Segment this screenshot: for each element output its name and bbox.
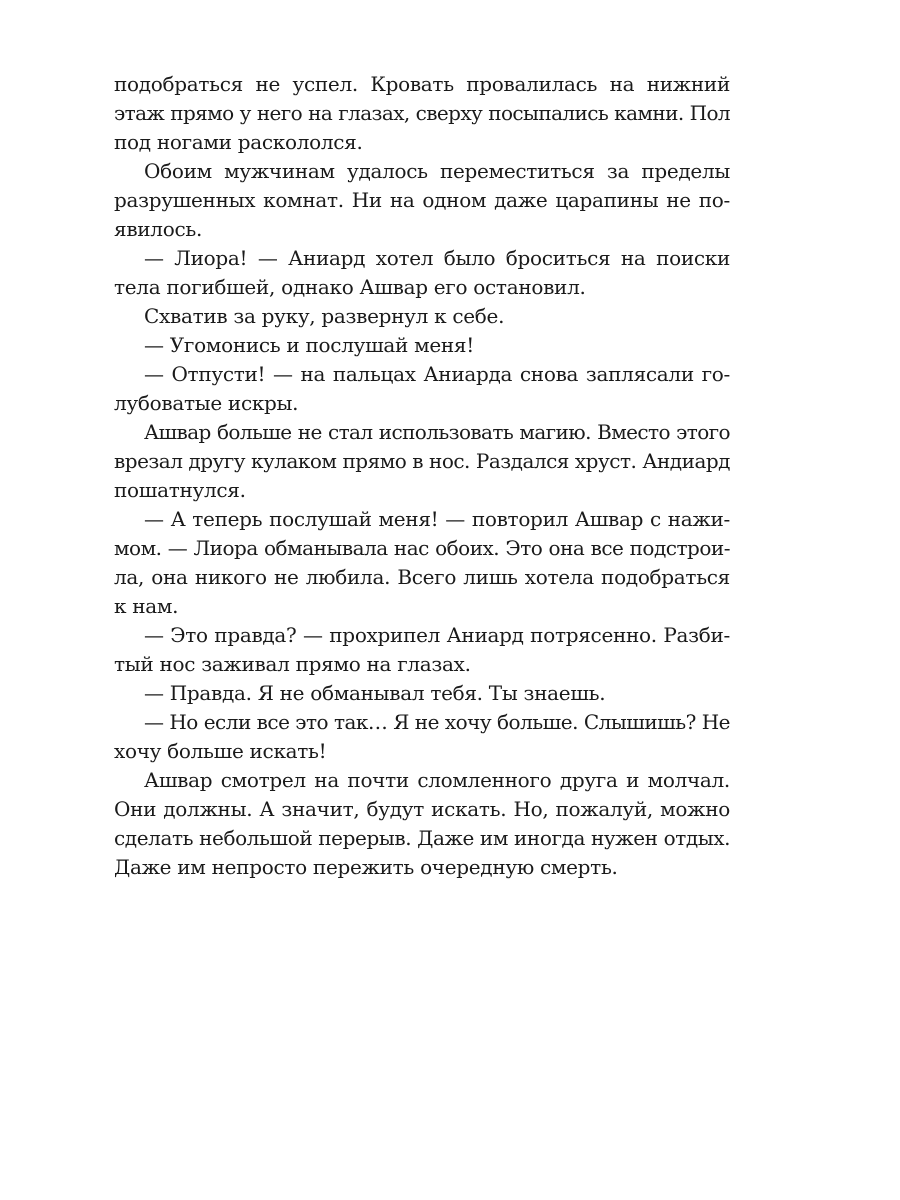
text-line: Обоим мужчинам удалось переместиться за пределы <box>144 159 730 183</box>
text-line: — А теперь послушай меня! — повторил Ашвар с нажи- <box>144 507 730 531</box>
text-line: лубоватые искры. <box>114 391 299 415</box>
paragraph <box>114 621 730 679</box>
paragraph <box>114 708 730 766</box>
text-line: тый нос заживал прямо на глазах. <box>114 652 471 676</box>
paragraph <box>114 505 730 621</box>
text-line: — Отпусти! — на пальцах Аниарда снова заплясали го- <box>144 362 730 386</box>
text-line: — Лиора! — Аниард хотел было броситься на поиски <box>144 246 730 270</box>
text-line: хочу больше искать! <box>114 739 327 763</box>
paragraph <box>114 157 730 244</box>
text-line: пошатнулся. <box>114 478 246 502</box>
text-line: сделать небольшой перерыв. Даже им иногда нужен отдых. <box>114 826 731 850</box>
text-line: Ашвар больше не стал использовать магию. Вместо этого <box>144 420 730 444</box>
text-line: Ашвар смотрел на почти сломленного друга и молчал. <box>144 768 730 792</box>
paragraph <box>114 766 730 882</box>
text-line: — Это правда? — прохрипел Аниард потрясенно. Разби- <box>144 623 730 647</box>
text-line: подобраться не успел. Кровать провалилась на нижний <box>114 72 730 96</box>
text-line: мом. — Лиора обманывала нас обоих. Это она все подстрои- <box>114 536 730 560</box>
paragraph <box>114 302 730 331</box>
body-text <box>114 70 730 882</box>
text-line: разрушенных комнат. Ни на одном даже царапины не по- <box>114 188 730 212</box>
paragraph <box>114 331 730 360</box>
text-line: тела погибшей, однако Ашвар его остановил. <box>114 275 586 299</box>
paragraph <box>114 418 730 505</box>
text-line: явилось. <box>114 217 203 241</box>
text-line: Даже им непросто пережить очередную смерть. <box>114 855 618 879</box>
text-line: этаж прямо у него на глазах, сверху посыпались камни. Пол <box>114 101 730 125</box>
paragraph <box>114 244 730 302</box>
text-line: — Правда. Я не обманывал тебя. Ты знаешь. <box>144 681 606 705</box>
text-line: Схватив за руку, развернул к себе. <box>144 304 505 328</box>
paragraph <box>114 70 730 157</box>
text-line: под ногами раскололся. <box>114 130 363 154</box>
paragraph <box>114 360 730 418</box>
text-line: Они должны. А значит, будут искать. Но, пожалуй, можно <box>114 797 730 821</box>
text-line: — Угомонись и послушай меня! <box>144 333 474 357</box>
text-line: к нам. <box>114 594 179 618</box>
text-line: ла, она никого не любила. Всего лишь хотела подобраться <box>114 565 730 589</box>
text-line: врезал другу кулаком прямо в нос. Раздался хруст. Андиард <box>114 449 730 473</box>
paragraph <box>114 679 730 708</box>
text-line: — Но если все это так… Я не хочу больше. Слышишь? Не <box>144 710 731 734</box>
